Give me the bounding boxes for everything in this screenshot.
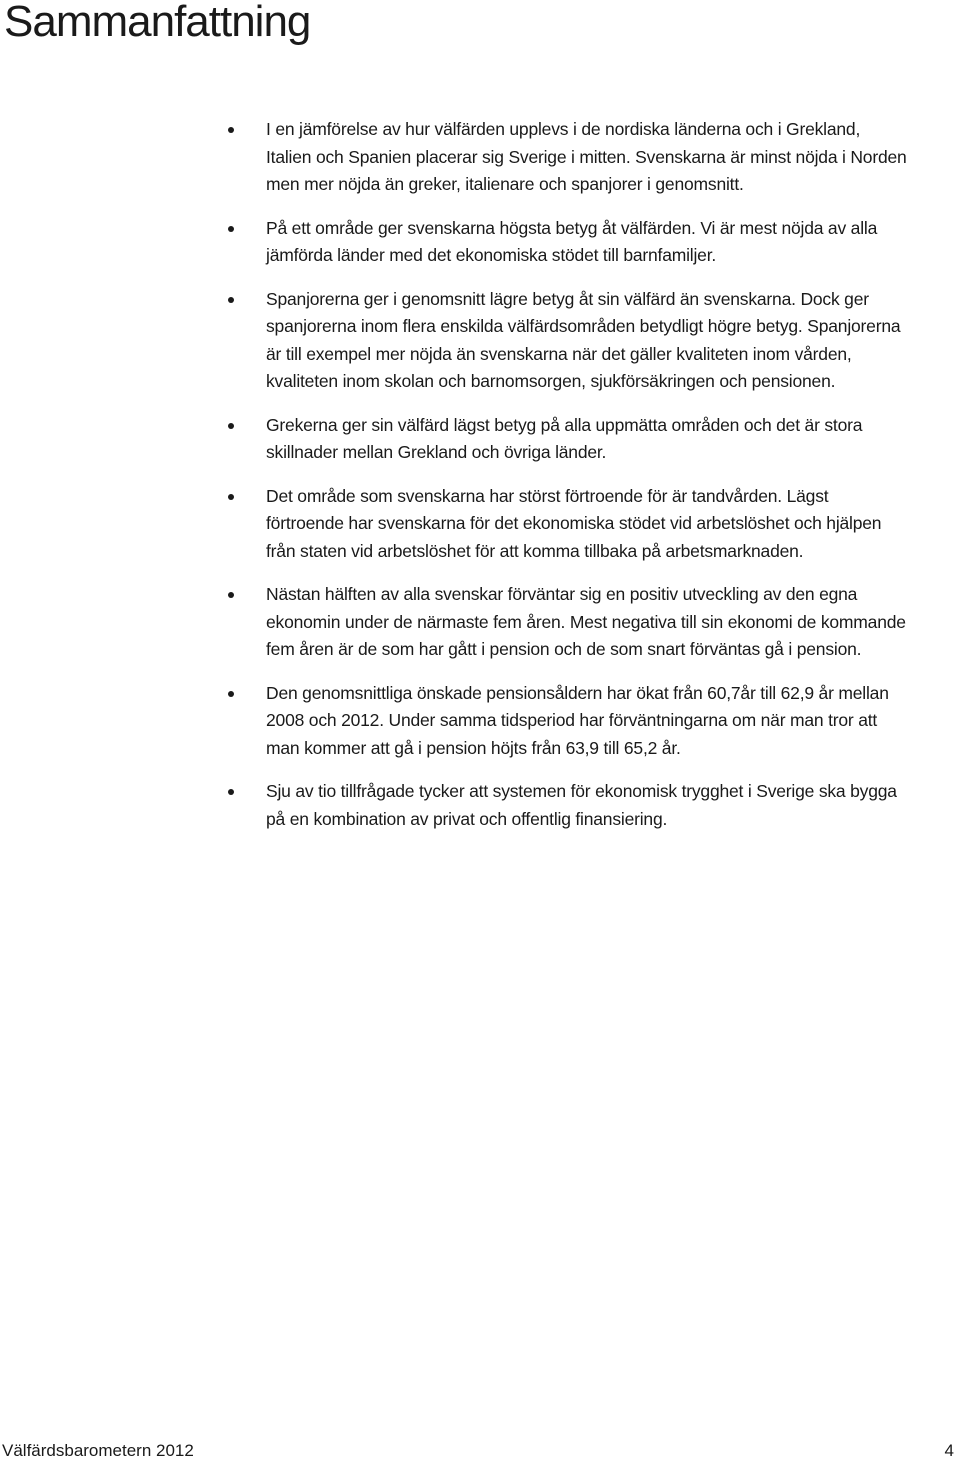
page-title: Sammanfattning (4, 0, 311, 46)
list-item-text: Sju av tio tillfrågade tycker att systemen för ekonomisk trygghet i Sverige ska bygga på en kombination av privat och offentlig finansiering. (266, 781, 897, 829)
summary-list (228, 116, 908, 849)
list-item (228, 680, 908, 763)
list-item (228, 483, 908, 566)
footer-publication-title: Välfärdsbarometern 2012 (2, 1441, 194, 1460)
list-item-text: På ett område ger svenskarna högsta betyg åt välfärden. Vi är mest nöjda av alla jämförda länder med det ekonomiska stödet till barnfamiljer. (266, 217, 878, 265)
bullet-icon (228, 494, 234, 500)
list-item (228, 116, 908, 199)
page-number: 4 (944, 1441, 954, 1460)
list-item (228, 412, 908, 467)
list-item-text: Nästan hälften av alla svenskar förväntar sig en positiv utveckling av den egna ekonomin under de närmaste fem åren. Mest negativa till sin ekonomi de kommande fem åren är de som har gått i pension och de som snart förväntas gå i pension. (266, 584, 906, 659)
list-item-text: Det område som svenskarna har störst förtroende för är tandvården. Lägst förtroende har svenskarna för det ekonomiska stödet vid arbetslöshet och hjälpen från staten vid arbetslöshet för att komma tillbaka på arbetsmarknaden. (266, 485, 882, 561)
bullet-icon (228, 423, 234, 429)
list-item (228, 215, 908, 270)
list-item-text: Spanjorerna ger i genomsnitt lägre betyg åt sin välfärd än svenskarna. Dock ger spanjorerna inom flera enskilda välfärdsområden betydligt högre betyg. Spanjorerna är till exempel mer nöjda än svenskarna när det gäller kvaliteten inom vården, kvaliteten inom skolan och barnomsorgen, sjukförsäkringen och pensionen. (266, 288, 901, 391)
bullet-icon (228, 592, 234, 598)
bullet-icon (228, 127, 234, 133)
list-item (228, 778, 908, 833)
list-item (228, 286, 908, 396)
list-item (228, 581, 908, 664)
bullet-icon (228, 226, 234, 232)
bullet-icon (228, 691, 234, 697)
bullet-icon (228, 789, 234, 795)
bullet-icon (228, 297, 234, 303)
list-item-text: I en jämförelse av hur välfärden upplevs i de nordiska länderna och i Grekland, Italien och Spanien placerar sig Sverige i mitten. Svenskarna är minst nöjda i Norden men mer nöjda än greker, italienare och spanjorer i genomsnitt. (266, 119, 907, 194)
list-item-text: Den genomsnittliga önskade pensionsåldern har ökat från 60,7år till 62,9 år mellan 2008 och 2012. Under samma tidsperiod har förväntningarna om när man tror att man kommer att gå i pension höjts från 63,9 till 65,2 år. (266, 682, 889, 758)
list-item-text: Grekerna ger sin välfärd lägst betyg på alla uppmätta områden och det är stora skillnader mellan Grekland och övriga länder. (266, 414, 863, 462)
